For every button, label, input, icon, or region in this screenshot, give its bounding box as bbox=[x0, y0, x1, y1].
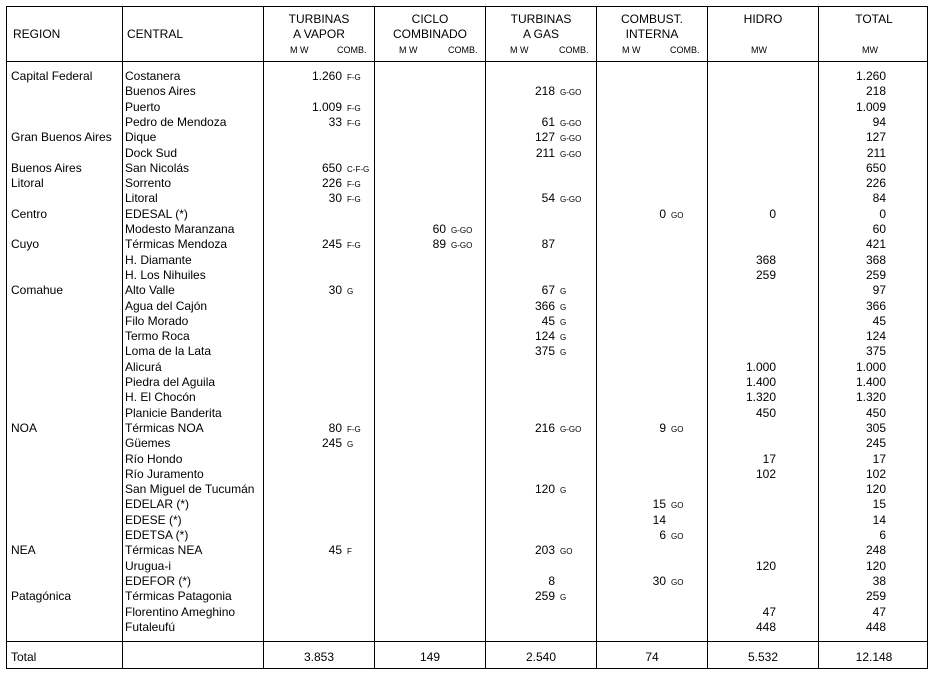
total-value: 120 bbox=[865, 559, 886, 573]
central-name: Alicurá bbox=[125, 360, 162, 374]
subheader-mw: M W bbox=[290, 45, 309, 55]
header-ciclo bbox=[375, 12, 485, 42]
hidro-value: 0 bbox=[769, 207, 776, 221]
total-value: 94 bbox=[872, 115, 886, 129]
total-value: 6 bbox=[879, 528, 886, 542]
vapor-fuel-code: F-G bbox=[347, 104, 361, 113]
column-divider bbox=[707, 7, 708, 668]
region-label: Gran Buenos Aires bbox=[11, 130, 112, 144]
total-value: 0 bbox=[879, 207, 886, 221]
central-name: EDELAR (*) bbox=[125, 497, 190, 511]
comb-value: 0 bbox=[659, 207, 666, 221]
total-value: 38 bbox=[872, 574, 886, 588]
hidro-value: 17 bbox=[762, 452, 776, 466]
region-label: Capital Federal bbox=[11, 69, 93, 83]
central-name: Dock Sud bbox=[125, 146, 178, 160]
total-value: 97 bbox=[872, 283, 886, 297]
gas-value: 61 bbox=[541, 115, 555, 129]
total-value: 366 bbox=[865, 299, 886, 313]
gas-value: 218 bbox=[534, 84, 555, 98]
total-divider bbox=[7, 641, 927, 642]
comb-fuel-code: GO bbox=[671, 211, 684, 220]
comb-value: 15 bbox=[652, 497, 666, 511]
central-name: EDETSA (*) bbox=[125, 528, 189, 542]
ciclo-fuel-code: G-GO bbox=[451, 241, 473, 250]
total-value: 124 bbox=[865, 329, 886, 343]
total-value: 245 bbox=[865, 436, 886, 450]
total-value: 218 bbox=[865, 84, 886, 98]
central-name: EDESAL (*) bbox=[125, 207, 188, 221]
total-value: 248 bbox=[865, 543, 886, 557]
vapor-value: 245 bbox=[321, 237, 342, 251]
vapor-fuel-code: F-G bbox=[347, 241, 361, 250]
vapor-fuel-code: F-G bbox=[347, 119, 361, 128]
central-name: Pedro de Mendoza bbox=[125, 115, 227, 129]
header-ciclo-line1: CICLO bbox=[411, 12, 449, 26]
gas-fuel-code: G-GO bbox=[560, 88, 582, 97]
comb-fuel-code: GO bbox=[671, 425, 684, 434]
comb-value: 9 bbox=[659, 421, 666, 435]
generation-capacity-table bbox=[6, 6, 928, 669]
region-label: Litoral bbox=[11, 176, 44, 190]
central-name: Alto Valle bbox=[125, 283, 175, 297]
total-value: 1.400 bbox=[855, 375, 886, 389]
totals-gas: 2.540 bbox=[525, 650, 557, 664]
gas-value: 216 bbox=[534, 421, 555, 435]
central-name: Río Hondo bbox=[125, 452, 183, 466]
gas-fuel-code: GO bbox=[560, 547, 573, 556]
gas-value: 87 bbox=[541, 237, 555, 251]
subheader-mw: MW bbox=[751, 45, 767, 55]
hidro-value: 120 bbox=[755, 559, 776, 573]
vapor-fuel-code: G bbox=[347, 440, 354, 449]
central-name: EDEFOR (*) bbox=[125, 574, 191, 588]
central-name: Florentino Ameghino bbox=[125, 605, 236, 619]
gas-value: 120 bbox=[534, 482, 555, 496]
hidro-value: 259 bbox=[755, 268, 776, 282]
gas-value: 375 bbox=[534, 344, 555, 358]
gas-fuel-code: G bbox=[560, 348, 567, 357]
gas-value: 54 bbox=[541, 191, 555, 205]
total-value: 448 bbox=[865, 620, 886, 634]
subheader-mw: M W bbox=[510, 45, 529, 55]
hidro-value: 448 bbox=[755, 620, 776, 634]
gas-value: 45 bbox=[541, 314, 555, 328]
vapor-value: 45 bbox=[328, 543, 342, 557]
subheader-mw: M W bbox=[622, 45, 641, 55]
hidro-value: 450 bbox=[755, 406, 776, 420]
central-name: Litoral bbox=[125, 191, 158, 205]
header-vapor-line2: A VAPOR bbox=[293, 27, 345, 41]
central-name: Sorrento bbox=[125, 176, 172, 190]
total-value: 17 bbox=[872, 452, 886, 466]
vapor-value: 30 bbox=[328, 283, 342, 297]
total-value: 47 bbox=[872, 605, 886, 619]
central-name: Costanera bbox=[125, 69, 181, 83]
central-name: Futaleufú bbox=[125, 620, 176, 634]
total-value: 375 bbox=[865, 344, 886, 358]
comb-value: 30 bbox=[652, 574, 666, 588]
header-central: CENTRAL bbox=[127, 27, 184, 41]
gas-value: 124 bbox=[534, 329, 555, 343]
total-value: 450 bbox=[865, 406, 886, 420]
gas-value: 127 bbox=[534, 130, 555, 144]
central-name: Térmicas NEA bbox=[125, 543, 203, 557]
column-divider bbox=[818, 7, 819, 668]
gas-value: 259 bbox=[534, 589, 555, 603]
vapor-value: 30 bbox=[328, 191, 342, 205]
total-value: 1.260 bbox=[855, 69, 886, 83]
total-value: 259 bbox=[865, 268, 886, 282]
total-value: 1.009 bbox=[855, 100, 886, 114]
header-gas-line2: A GAS bbox=[522, 27, 560, 41]
header-divider bbox=[7, 61, 927, 62]
ciclo-fuel-code: G-GO bbox=[451, 226, 473, 235]
totals-hidro: 5.532 bbox=[747, 650, 779, 664]
totals-vapor: 3.853 bbox=[303, 650, 335, 664]
comb-fuel-code: GO bbox=[671, 578, 684, 587]
total-value: 211 bbox=[866, 146, 886, 160]
gas-fuel-code: G bbox=[560, 486, 567, 495]
header-gas bbox=[486, 12, 596, 42]
column-divider bbox=[263, 7, 264, 668]
region-label: Buenos Aires bbox=[11, 161, 82, 175]
region-label: Comahue bbox=[11, 283, 64, 297]
central-name: San Nicolás bbox=[125, 161, 190, 175]
central-name: Río Juramento bbox=[125, 467, 204, 481]
central-name: San Miguel de Tucumán bbox=[125, 482, 255, 496]
vapor-value: 226 bbox=[321, 176, 342, 190]
gas-fuel-code: G-GO bbox=[560, 134, 582, 143]
central-name: Agua del Cajón bbox=[125, 299, 208, 313]
gas-value: 8 bbox=[548, 574, 555, 588]
totals-ciclo: 149 bbox=[419, 650, 441, 664]
central-name: Planicie Banderita bbox=[125, 406, 222, 420]
totals-total: 12.148 bbox=[855, 650, 893, 664]
hidro-value: 47 bbox=[762, 605, 776, 619]
gas-fuel-code: G bbox=[560, 593, 567, 602]
central-name: Modesto Maranzana bbox=[125, 222, 235, 236]
total-value: 1.000 bbox=[855, 360, 886, 374]
total-value: 15 bbox=[872, 497, 886, 511]
total-value: 84 bbox=[872, 191, 886, 205]
gas-fuel-code: G-GO bbox=[560, 119, 582, 128]
subheader-comb: COMB. bbox=[559, 45, 589, 55]
central-name: H. Diamante bbox=[125, 253, 192, 267]
totals-comb: 74 bbox=[645, 650, 659, 664]
region-label: Centro bbox=[11, 207, 48, 221]
gas-value: 211 bbox=[535, 146, 555, 160]
gas-fuel-code: G-GO bbox=[560, 150, 582, 159]
hidro-value: 368 bbox=[755, 253, 776, 267]
total-value: 14 bbox=[872, 513, 886, 527]
region-label: Cuyo bbox=[11, 237, 40, 251]
vapor-fuel-code: F-G bbox=[347, 180, 361, 189]
central-name: Piedra del Aguila bbox=[125, 375, 216, 389]
central-name: Térmicas NOA bbox=[125, 421, 204, 435]
header-combust-line1: COMBUST. bbox=[620, 12, 683, 26]
total-value: 60 bbox=[872, 222, 886, 236]
total-value: 127 bbox=[865, 130, 886, 144]
comb-value: 14 bbox=[652, 513, 666, 527]
header-vapor bbox=[264, 12, 374, 42]
vapor-fuel-code: F-G bbox=[347, 73, 361, 82]
central-name: H. El Chocón bbox=[125, 390, 196, 404]
gas-value: 67 bbox=[541, 283, 555, 297]
gas-fuel-code: G-GO bbox=[560, 425, 582, 434]
subheader-mw: MW bbox=[862, 45, 878, 55]
header-ciclo-line2: COMBINADO bbox=[392, 27, 467, 41]
header-total: TOTAL bbox=[855, 12, 893, 26]
column-divider bbox=[596, 7, 597, 668]
central-name: Güemes bbox=[125, 436, 171, 450]
ciclo-value: 60 bbox=[432, 222, 446, 236]
subheader-comb: COMB. bbox=[448, 45, 478, 55]
central-name: Puerto bbox=[125, 100, 161, 114]
gas-value: 203 bbox=[534, 543, 555, 557]
hidro-value: 1.000 bbox=[745, 360, 776, 374]
central-name: Termo Roca bbox=[125, 329, 190, 343]
column-divider bbox=[374, 7, 375, 668]
gas-value: 366 bbox=[534, 299, 555, 313]
vapor-value: 1.009 bbox=[311, 100, 342, 114]
total-value: 305 bbox=[865, 421, 886, 435]
header-vapor-line1: TURBINAS bbox=[288, 12, 350, 26]
region-label: NEA bbox=[11, 543, 36, 557]
central-name: Buenos Aires bbox=[125, 84, 196, 98]
vapor-fuel-code: F-G bbox=[347, 195, 361, 204]
central-name: Térmicas Patagonia bbox=[125, 589, 232, 603]
central-name: Dique bbox=[125, 130, 157, 144]
header-region: REGION bbox=[13, 27, 61, 41]
vapor-value: 650 bbox=[321, 161, 342, 175]
central-name: Loma de la Lata bbox=[125, 344, 212, 358]
gas-fuel-code: G-GO bbox=[560, 195, 582, 204]
region-label: NOA bbox=[11, 421, 38, 435]
vapor-fuel-code: C-F-G bbox=[347, 165, 370, 174]
comb-value: 6 bbox=[659, 528, 666, 542]
column-divider bbox=[485, 7, 486, 668]
vapor-value: 80 bbox=[328, 421, 342, 435]
total-value: 226 bbox=[865, 176, 886, 190]
gas-fuel-code: G bbox=[560, 318, 567, 327]
gas-fuel-code: G bbox=[560, 303, 567, 312]
subheader-mw: M W bbox=[399, 45, 418, 55]
vapor-fuel-code: F-G bbox=[347, 425, 361, 434]
total-value: 120 bbox=[865, 482, 886, 496]
central-name: EDESE (*) bbox=[125, 513, 182, 527]
subheader-comb: COMB. bbox=[670, 45, 700, 55]
total-value: 259 bbox=[865, 589, 886, 603]
header-combust bbox=[597, 12, 707, 42]
region-label: Patagónica bbox=[11, 589, 72, 603]
vapor-fuel-code: G bbox=[347, 287, 354, 296]
vapor-fuel-code: F bbox=[347, 547, 352, 556]
central-name: Filo Morado bbox=[125, 314, 189, 328]
hidro-value: 1.320 bbox=[745, 390, 776, 404]
vapor-value: 245 bbox=[321, 436, 342, 450]
total-value: 421 bbox=[865, 237, 886, 251]
header-gas-line1: TURBINAS bbox=[510, 12, 572, 26]
total-value: 1.320 bbox=[855, 390, 886, 404]
column-divider bbox=[122, 7, 123, 668]
totals-label: Total bbox=[11, 650, 37, 664]
central-name: H. Los Nihuiles bbox=[125, 268, 206, 282]
comb-fuel-code: GO bbox=[671, 501, 684, 510]
gas-fuel-code: G bbox=[560, 287, 567, 296]
hidro-value: 102 bbox=[755, 467, 776, 481]
header-hidro: HIDRO bbox=[743, 12, 783, 26]
total-value: 368 bbox=[865, 253, 886, 267]
gas-fuel-code: G bbox=[560, 333, 567, 342]
central-name: Urugua-i bbox=[125, 559, 172, 573]
total-value: 102 bbox=[865, 467, 886, 481]
header-combust-line2: INTERNA bbox=[625, 27, 679, 41]
subheader-comb: COMB. bbox=[337, 45, 367, 55]
total-value: 45 bbox=[872, 314, 886, 328]
hidro-value: 1.400 bbox=[745, 375, 776, 389]
comb-fuel-code: GO bbox=[671, 532, 684, 541]
ciclo-value: 89 bbox=[432, 237, 446, 251]
vapor-value: 33 bbox=[328, 115, 342, 129]
central-name: Térmicas Mendoza bbox=[125, 237, 228, 251]
total-value: 650 bbox=[865, 161, 886, 175]
vapor-value: 1.260 bbox=[311, 69, 342, 83]
